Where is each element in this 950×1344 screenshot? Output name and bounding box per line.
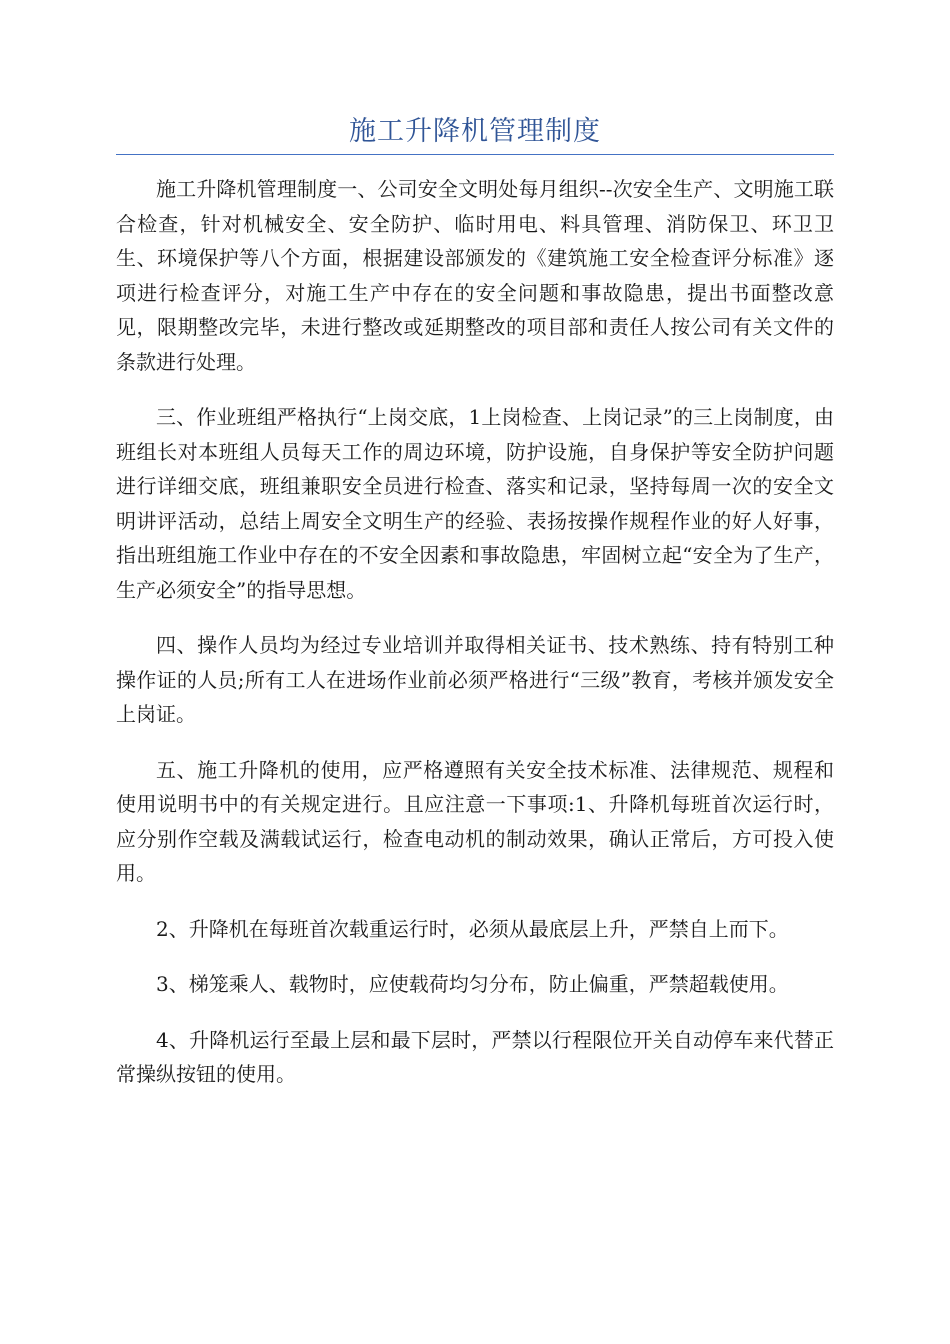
paragraph-6: 3、梯笼乘人、载物时，应使载荷均匀分布，防止偏重，严禁超载使用。: [156, 972, 789, 996]
document-body: [116, 172, 834, 1113]
paragraph-2: 三、作业班组严格执行“上岗交底，1上岗检查、上岗记录”的三上岗制度，由班组长对本班组人员每天工作的周边环境，防护设施，自身保护等安全防护问题进行详细交底，班组兼职安全员进行检查、落实和记录，坚持每周一次的安全文明讲评活动，总结上周安全文明生产的经验、表扬按操作规程作业的好人好事，指出班组施工作业中存在的不安全因素和事故隐患，牢固树立起“安全为了生产，生产必须安全”的指导思想。: [116, 405, 834, 602]
paragraph-3: 四、操作人员均为经过专业培训并取得相关证书、技术熟练、持有特别工种操作证的人员;所有工人在进场作业前必须严格进行“三级”教育，考核并颁发安全上岗证。: [116, 633, 834, 726]
paragraph-5: 2、升降机在每班首次载重运行时，必须从最底层上升，严禁自上而下。: [156, 916, 789, 941]
paragraph-4: 五、施工升降机的使用，应严格遵照有关安全技术标准、法律规范、规程和使用说明书中的有关规定进行。且应注意一下事项:1、升降机每班首次运行时，应分别作空载及满载试运行，检查电动机的制动效果，确认正常后，方可投入使用。: [116, 757, 834, 885]
document-title: 施工升降机管理制度: [349, 116, 601, 147]
paragraph-1: 施工升降机管理制度一、公司安全文明处每月组织--次安全生产、文明施工联合检查，针对机械安全、安全防护、临时用电、料具管理、消防保卫、环卫卫生、环境保护等八个方面，根据建设部颁发的《建筑施工安全检查评分标准》逐项进行检查评分，对施工生产中存在的安全问题和事故隐患，提出书面整改意见，限期整改完毕，未进行整改或延期整改的项目部和责任人按公司有关文件的条款进行处理。: [116, 177, 834, 374]
title-underline: [116, 154, 834, 155]
paragraph-7: 4、升降机运行至最上层和最下层时，严禁以行程限位开关自动停车来代替正常操纵按钮的使用。: [116, 1027, 834, 1086]
